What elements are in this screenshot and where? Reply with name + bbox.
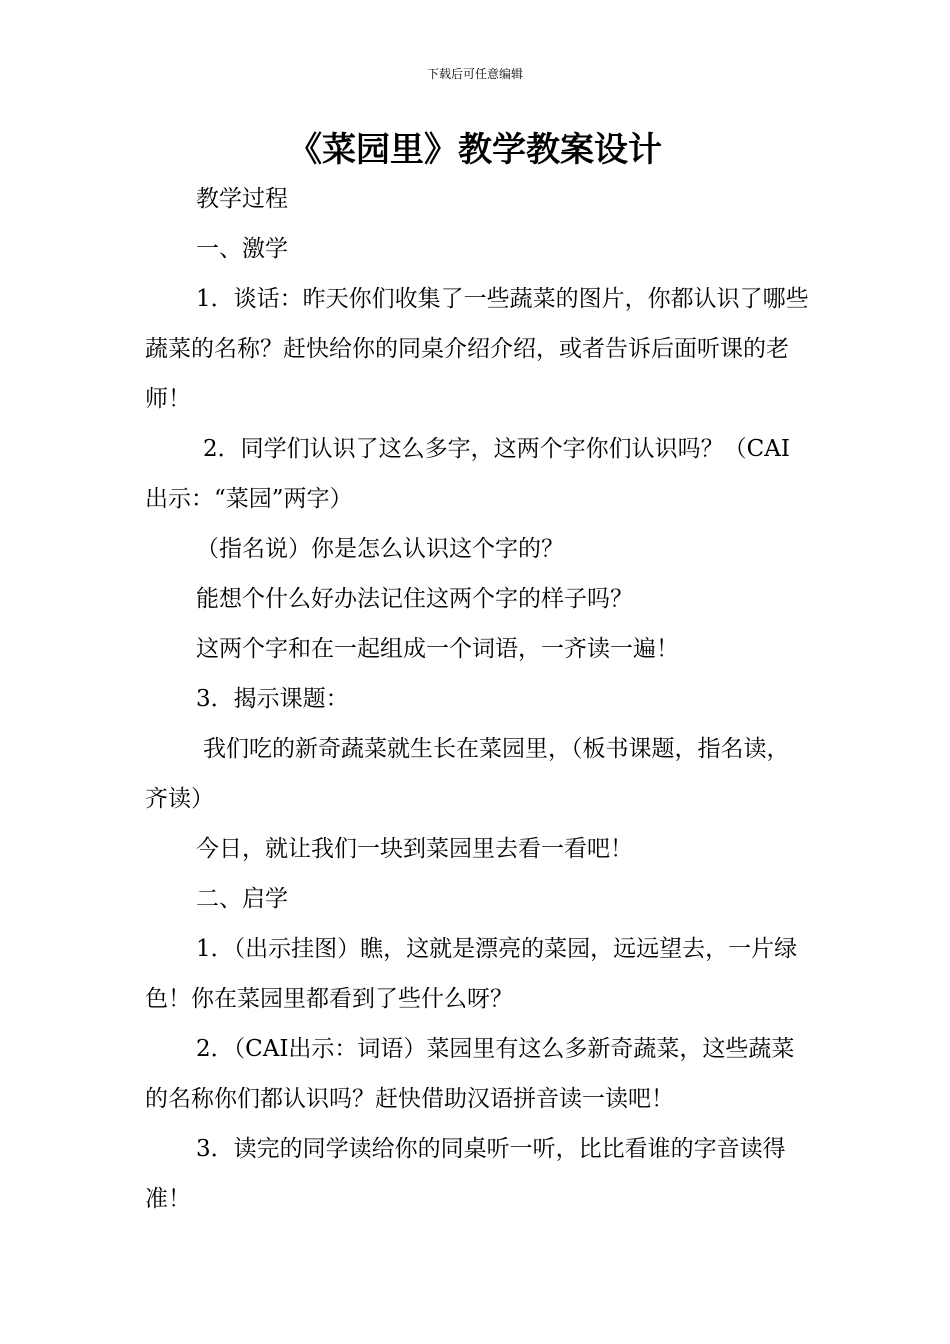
paragraph: 这两个字和在一起组成一个词语，一齐读一遍！ — [196, 636, 679, 662]
paragraph: 2．同学们认识了这么多字，这两个字你们认识吗？（CAI出示：“菜园”两字） — [145, 436, 790, 512]
section-heading-teaching-process: 教学过程 — [196, 186, 288, 212]
paragraph: 1．（出示挂图）瞧，这就是漂亮的菜园，远远望去，一片绿色！你在菜园里都看到了些什么呀？ — [145, 936, 798, 1012]
paragraph: 2．（CAI出示：词语）菜园里有这么多新奇蔬菜，这些蔬菜的名称你们都认识吗？赶快借助汉语拼音读一读吧！ — [145, 1036, 795, 1112]
paragraph: 3．揭示课题： — [196, 686, 349, 712]
paragraph: （指名说）你是怎么认识这个字的？ — [196, 536, 564, 562]
header-note: 下载后可任意编辑 — [426, 67, 523, 81]
document-body — [145, 174, 810, 1224]
paragraph: 今日，就让我们一块到菜园里去看一看吧！ — [196, 836, 633, 862]
paragraph: 1．谈话：昨天你们收集了一些蔬菜的图片，你都认识了哪些蔬菜的名称？赶快给你的同桌介绍介绍，或者告诉后面听课的老师！ — [145, 286, 809, 412]
section-heading-jixue: 一、激学 — [196, 236, 288, 262]
document-title: 《菜园里》教学教案设计 — [288, 130, 662, 170]
paragraph: 能想个什么好办法记住这两个字的样子吗？ — [196, 586, 633, 612]
section-heading-qixue: 二、启学 — [196, 886, 288, 912]
paragraph: 3．读完的同学读给你的同桌听一听，比比看谁的字音读得准！ — [145, 1136, 786, 1212]
paragraph: 我们吃的新奇蔬菜就生长在菜园里，（板书课题，指名读，齐读） — [145, 736, 790, 812]
